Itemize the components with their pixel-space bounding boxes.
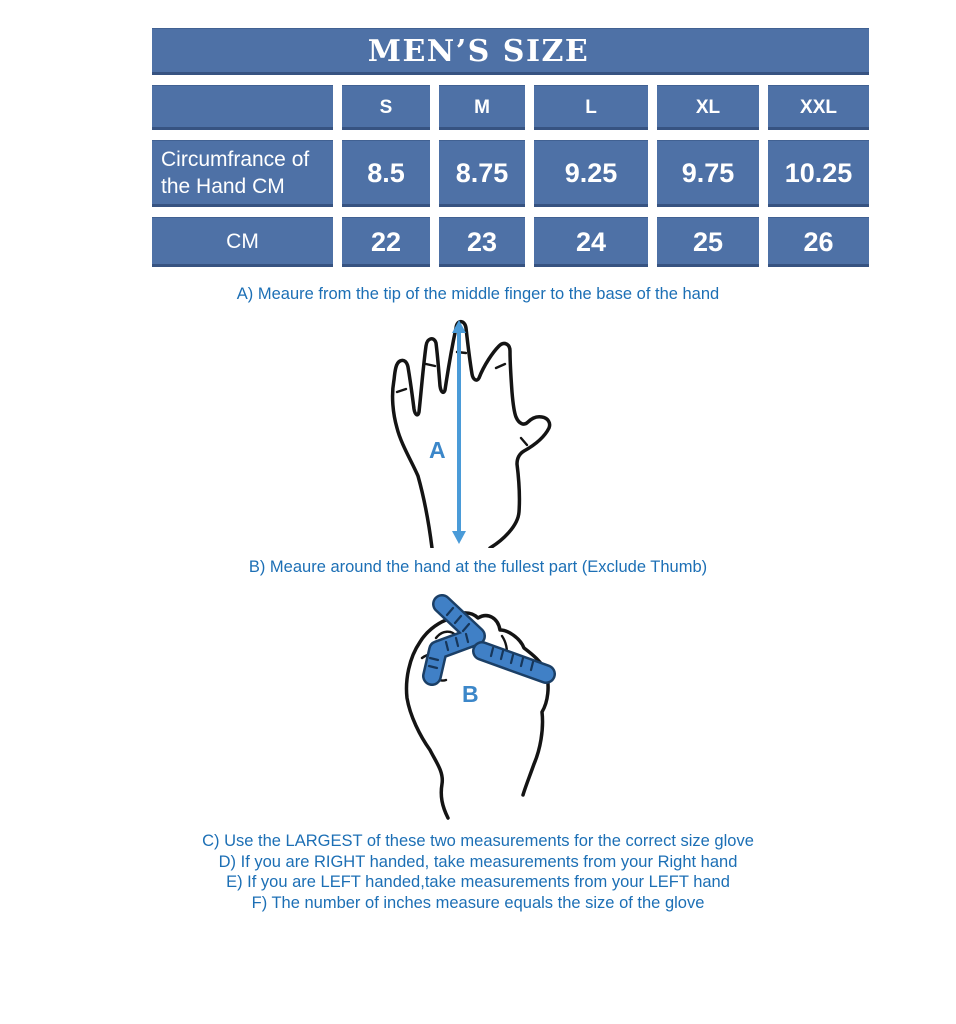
table-cell: 8.5 — [342, 140, 430, 207]
marker-a-label: A — [429, 437, 446, 463]
instruction-f: F) The number of inches measure equals the size of the glove — [251, 893, 705, 912]
instruction-e: E) If you are LEFT handed,take measurements from your LEFT hand — [226, 873, 730, 891]
arrow-head-bottom-icon — [452, 531, 466, 544]
table-cell: 10.25 — [768, 140, 869, 207]
instruction-c: C) Use the LARGEST of these two measurements for the correct size glove — [202, 832, 754, 850]
fist-illustration — [396, 592, 558, 827]
table-cell: 22 — [342, 217, 430, 267]
instruction-b: B) Meaure around the hand at the fullest part (Exclude Thumb) — [248, 558, 708, 576]
row-label-circumference: Circumfrance of the Hand CM — [152, 140, 333, 207]
table-cell: 26 — [768, 217, 869, 267]
instruction-a: A) Meaure from the tip of the middle finger to the base of the hand — [236, 285, 720, 303]
hand-outline — [393, 322, 550, 548]
table-cell: 24 — [534, 217, 648, 267]
instruction-d: D) If you are RIGHT handed, take measurements from your Right hand — [218, 852, 738, 871]
column-header-m: M — [439, 85, 525, 130]
open-hand-illustration — [385, 316, 557, 548]
finger-crease-marks — [397, 352, 527, 445]
table-cell: 23 — [439, 217, 525, 267]
marker-b-label: B — [462, 681, 479, 707]
table-cell: 9.25 — [534, 140, 648, 207]
bottom-notes — [0, 831, 956, 913]
table-title — [152, 28, 869, 75]
column-header-xl: XL — [657, 85, 759, 130]
table-cell: 9.75 — [657, 140, 759, 207]
table-cell: 25 — [657, 217, 759, 267]
column-header-s: S — [342, 85, 430, 130]
table-cell: 8.75 — [439, 140, 525, 207]
corner-cell — [152, 85, 333, 130]
column-header-xxl: XXL — [768, 85, 869, 130]
column-header-l: L — [534, 85, 648, 130]
table-title-text: MEN’S SIZE — [367, 34, 590, 69]
row-label-cm: CM — [152, 217, 333, 267]
mens-size-table — [152, 28, 869, 267]
